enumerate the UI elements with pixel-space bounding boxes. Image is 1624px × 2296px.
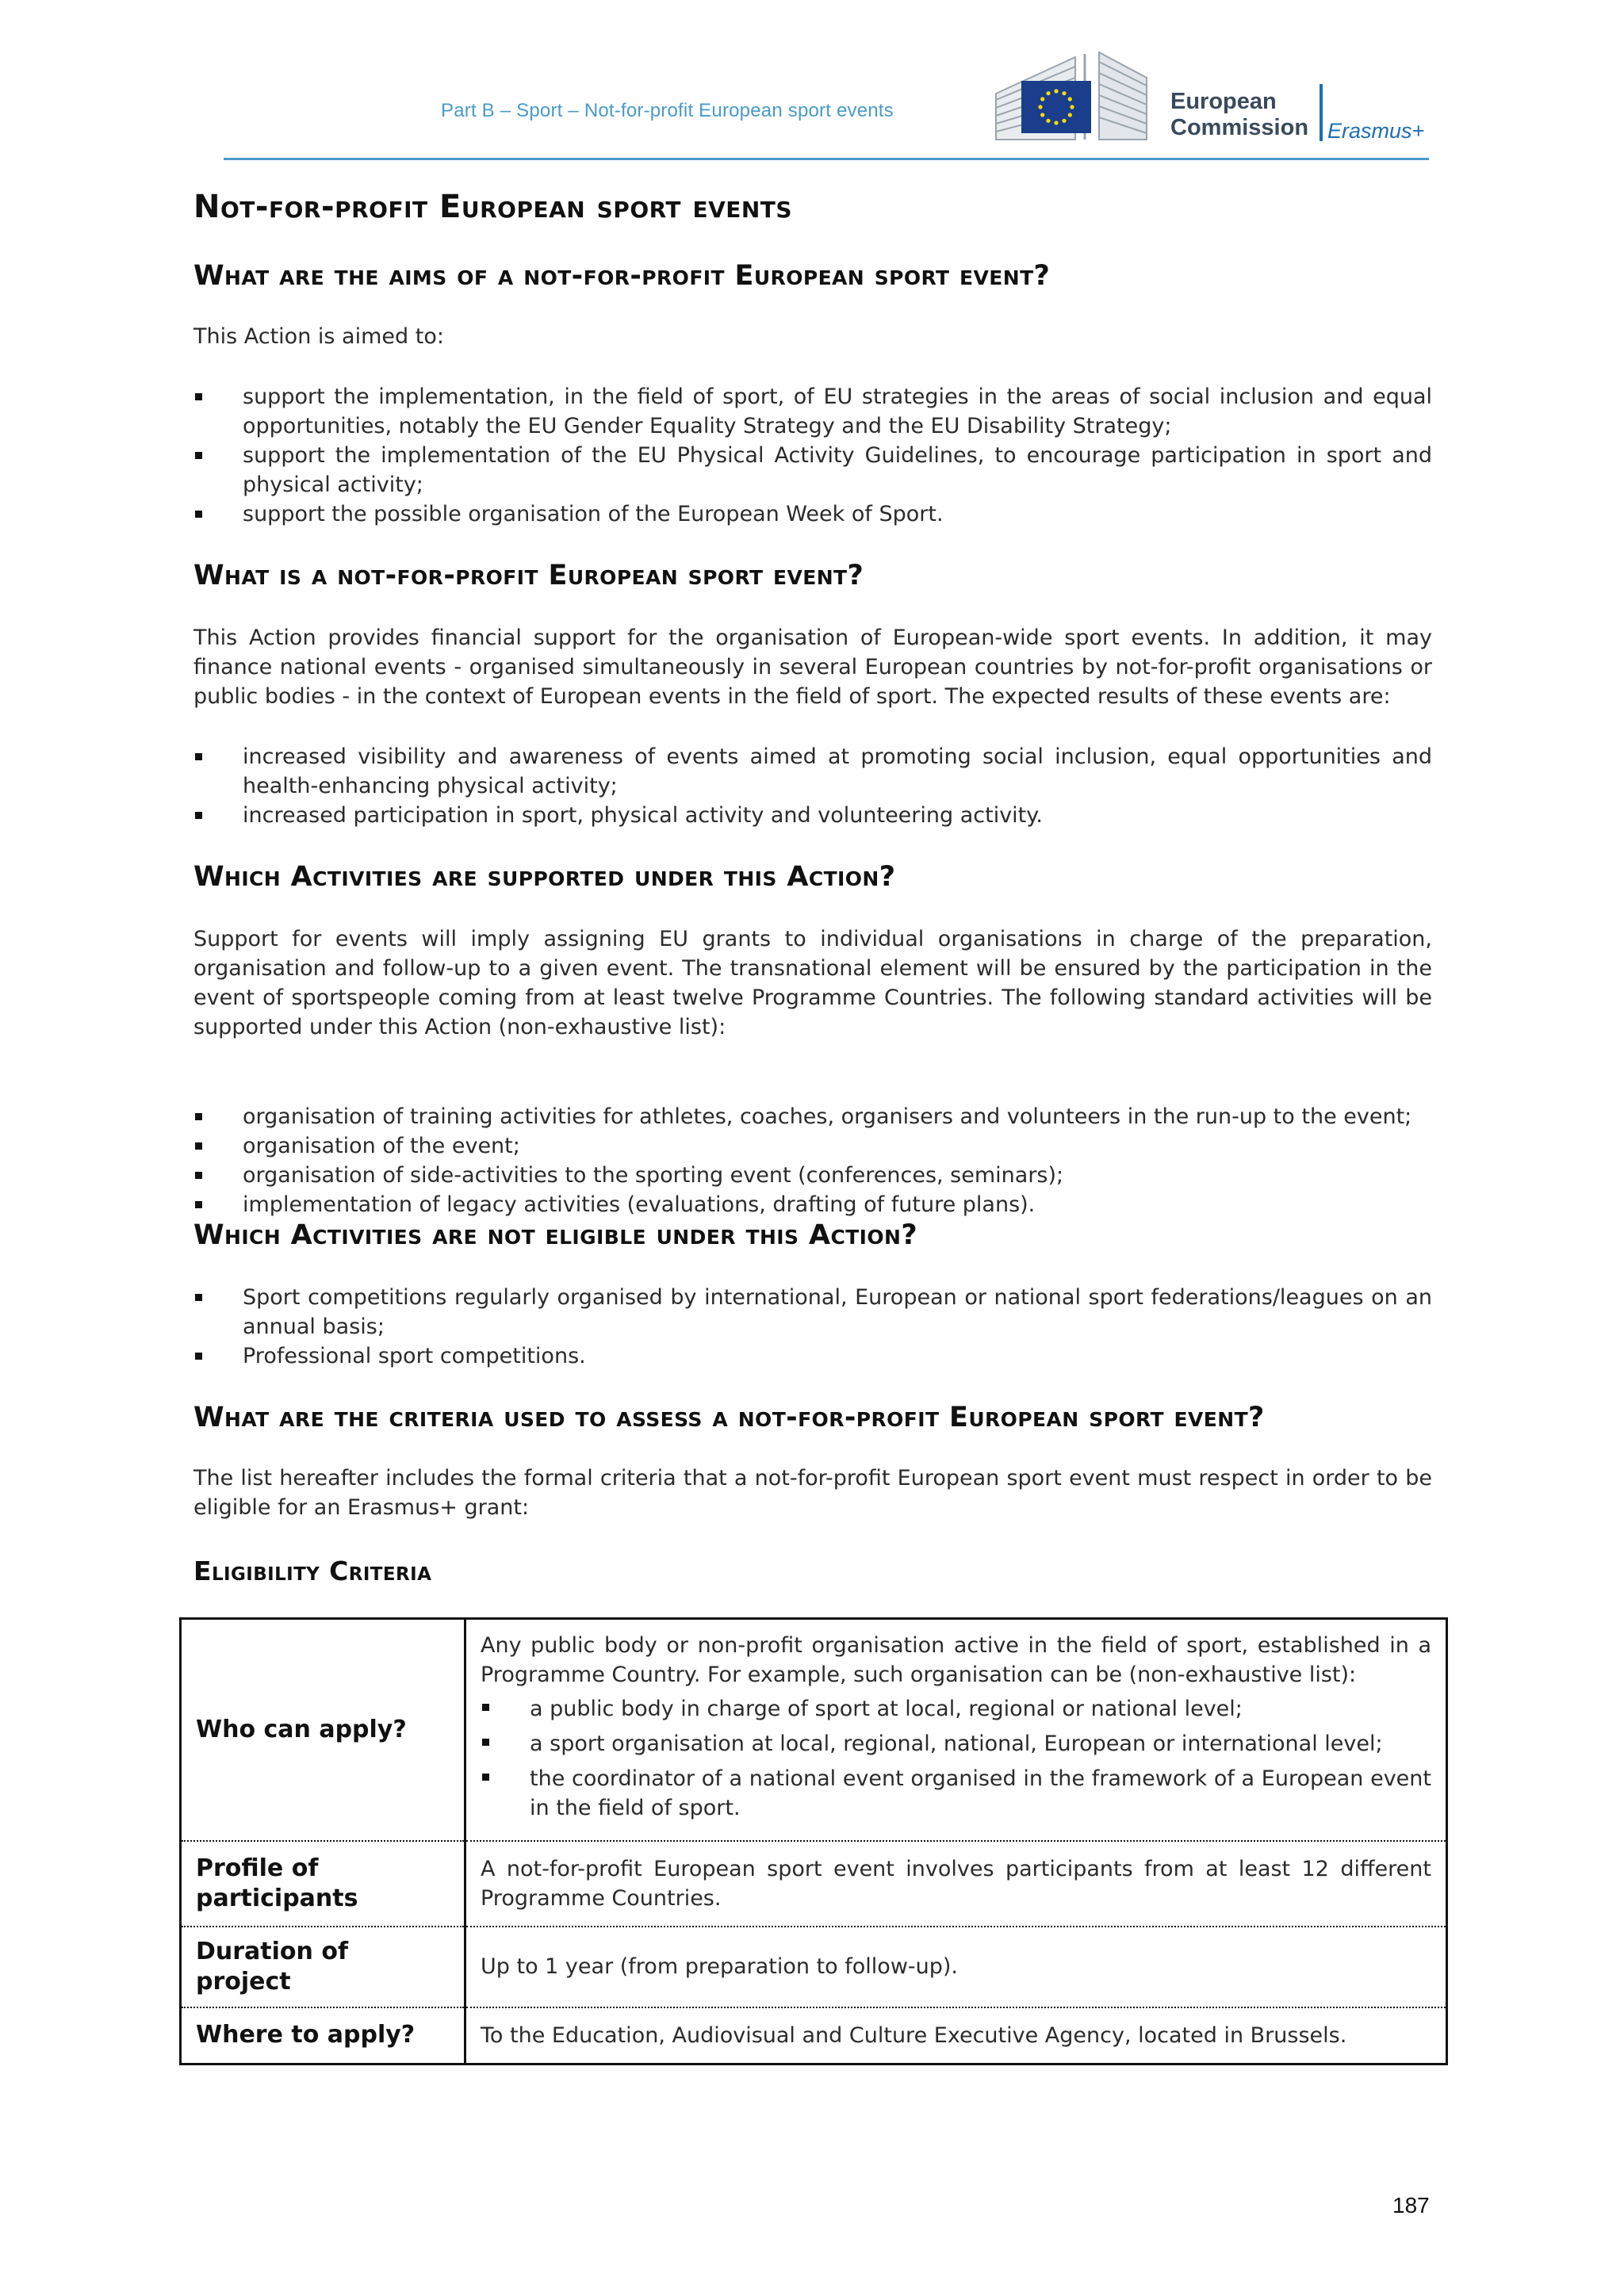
eligibility-heading: Eligibility Criteria [193,1556,432,1586]
logo-divider [1320,84,1323,141]
section-heading-not-eligible: Which Activities are not eligible under this Action? [193,1219,918,1251]
row-value [465,1619,1447,1841]
section-intro-criteria: The list hereafter includes the formal criteria that a not-for-profit European sport event must respect in order to be eligible for an Erasmus+ grant: [193,1466,1432,1520]
section-intro-supported: Support for events will imply assigning EU grants to individual organisations in charge of the preparation, organisation and follow-up to a given event. The transnational element will be ensured by the participation in the event of sportspeople coming from at least twelve Programme Countries. The following standard activities will be supported under this Action (non-exhaustive list): [193,927,1432,1039]
row-label: Duration of project [181,1927,465,2007]
section-heading-aims: What are the aims of a not-for-profit European sport event? [193,260,1051,292]
list-item: increased participation in sport, physical activity and volunteering activity. [193,801,1432,830]
list-item: organisation of the event; [193,1131,1432,1161]
eligibility-criteria-table [179,1617,1448,2065]
erasmus-plus-label: Erasmus+ [1327,119,1425,143]
list-item: a sport organisation at local, regional, national, European or international level; [481,1729,1431,1758]
section-heading-criteria: What are the criteria used to assess a not-for-profit European sport event? [193,1402,1265,1433]
page-title: Not-for-profit European sport events [193,189,793,225]
table-row [181,1927,1447,2007]
table-row [181,1841,1447,1927]
list-item: increased visibility and awareness of events aimed at promoting social inclusion, equal opportunities and health-enhancing physical activity; [193,742,1432,801]
table-row [181,1619,1447,1841]
eu-flag-icon [1021,81,1091,133]
list-item: support the implementation of the EU Physical Activity Guidelines, to encourage participation in sport and physical activity; [193,441,1432,499]
list-item: Professional sport competitions. [193,1341,1432,1371]
results-list [193,742,1432,830]
list-item: the coordinator of a national event organised in the framework of a European event in the field of sport. [481,1764,1431,1823]
row-label: Profile of participants [181,1841,465,1927]
section-intro-what-is: This Action provides financial support for the organisation of European-wide sport events. In addition, it may finance national events - organised simultaneously in several European countries by not-for-profit organisations or public bodies - in the context of European events in the field of sport. The expected results of these events are: [193,626,1432,709]
header-rule [224,158,1429,160]
supported-activities-list [193,1102,1432,1219]
page-number: 187 [1392,2193,1430,2218]
list-item: implementation of legacy activities (evaluations, drafting of future plans). [193,1190,1432,1219]
aims-list [193,382,1432,529]
table-row [181,2007,1447,2064]
row-text: Any public body or non-profit organisation active in the field of sport, established in a Programme Country. For example, such organisation can be (non-exhaustive list): [481,1633,1431,1688]
logo-line-2: Commission [1170,115,1309,140]
european-commission-logo [980,46,1432,141]
logo-line-1: European [1170,89,1277,114]
section-intro-aims: This Action is aimed to: [193,324,444,349]
applicant-types-list [481,1694,1431,1823]
row-value: To the Education, Audiovisual and Culture Executive Agency, located in Brussels. [465,2007,1447,2064]
list-item: a public body in charge of sport at local, regional or national level; [481,1694,1431,1724]
row-value: Up to 1 year (from preparation to follow-up). [465,1927,1447,2007]
not-eligible-list [193,1283,1432,1371]
running-header: Part B – Sport – Not-for-profit European sport events [441,100,894,121]
logo-wordmark [1170,89,1308,141]
list-item: Sport competitions regularly organised by international, European or national sport federations/leagues on an annual basis; [193,1283,1432,1341]
list-item: organisation of training activities for athletes, coaches, organisers and volunteers in the run-up to the event; [193,1102,1432,1131]
list-item: support the implementation, in the field of sport, of EU strategies in the areas of social inclusion and equal opportunities, notably the EU Gender Equality Strategy and the EU Disability Strategy; [193,382,1432,441]
section-heading-what-is: What is a not-for-profit European sport event? [193,560,864,591]
list-item: organisation of side-activities to the sporting event (conferences, seminars); [193,1161,1432,1190]
section-heading-supported: Which Activities are supported under this Action? [193,861,896,893]
row-value: A not-for-profit European sport event involves participants from at least 12 different Programme Countries. [465,1841,1447,1927]
row-label: Who can apply? [181,1619,465,1841]
list-item: support the possible organisation of the European Week of Sport. [193,499,1432,529]
row-label: Where to apply? [181,2007,465,2064]
